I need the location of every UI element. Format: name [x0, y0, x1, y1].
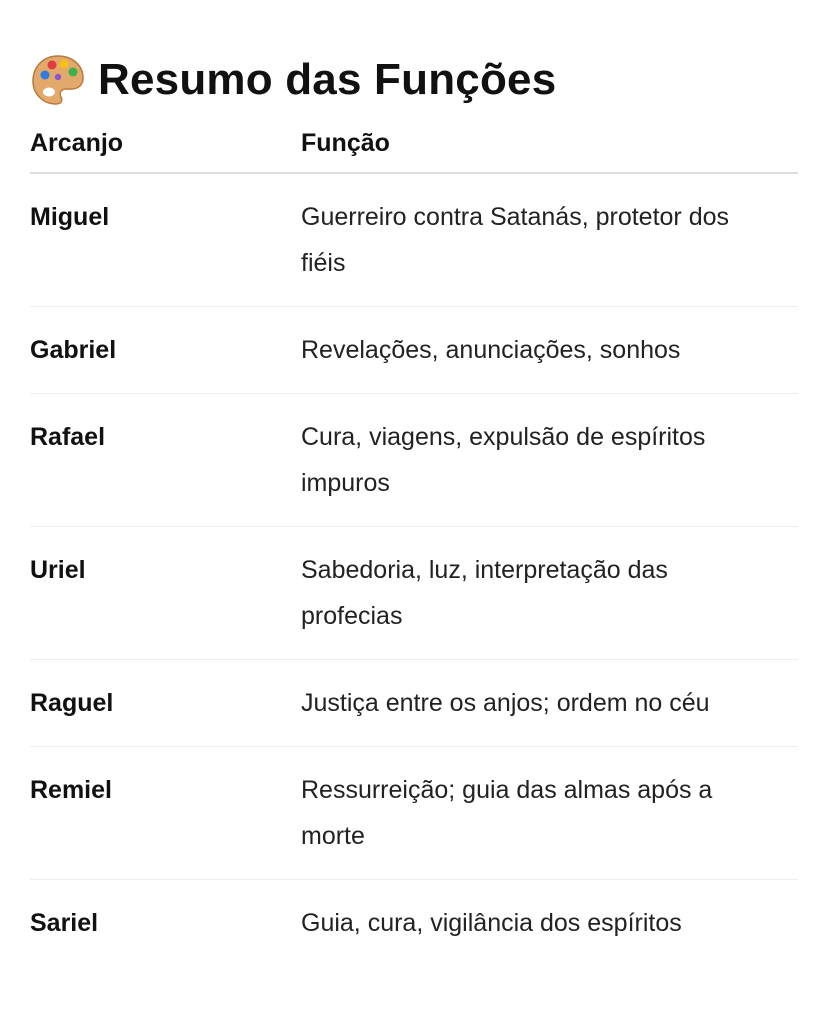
functions-table: [30, 128, 798, 966]
column-header-arcanjo: Arcanjo: [30, 128, 301, 173]
archangel-name: Remiel: [30, 747, 301, 880]
table-row: [30, 307, 798, 394]
archangel-name: Gabriel: [30, 307, 301, 394]
table-row: [30, 747, 798, 880]
archangel-name: Raguel: [30, 660, 301, 747]
page-title: Resumo das Funções: [98, 55, 557, 104]
archangel-function: Guerreiro contra Satanás, protetor dos fiéis: [301, 173, 798, 307]
section-heading: [30, 50, 798, 110]
table-header-row: [30, 128, 798, 173]
archangel-function: Cura, viagens, expulsão de espíritos impuros: [301, 394, 798, 527]
archangel-function: Justiça entre os anjos; ordem no céu: [301, 660, 798, 747]
content-area: [30, 0, 798, 966]
table-row: [30, 660, 798, 747]
archangel-name: Rafael: [30, 394, 301, 527]
archangel-name: Uriel: [30, 527, 301, 660]
table-row: [30, 527, 798, 660]
archangel-function: Ressurreição; guia das almas após a morte: [301, 747, 798, 880]
table-row: [30, 173, 798, 307]
column-header-funcao: Função: [301, 128, 798, 173]
table-row: [30, 394, 798, 527]
archangel-name: Miguel: [30, 173, 301, 307]
archangel-name: Sariel: [30, 909, 99, 937]
archangel-function: Guia, cura, vigilância dos espíritos: [301, 909, 682, 937]
artist-palette-icon: [30, 52, 86, 108]
archangel-function: Revelações, anunciações, sonhos: [301, 307, 798, 394]
archangel-function: Sabedoria, luz, interpretação das profecias: [301, 527, 798, 660]
table-row: [30, 880, 798, 967]
